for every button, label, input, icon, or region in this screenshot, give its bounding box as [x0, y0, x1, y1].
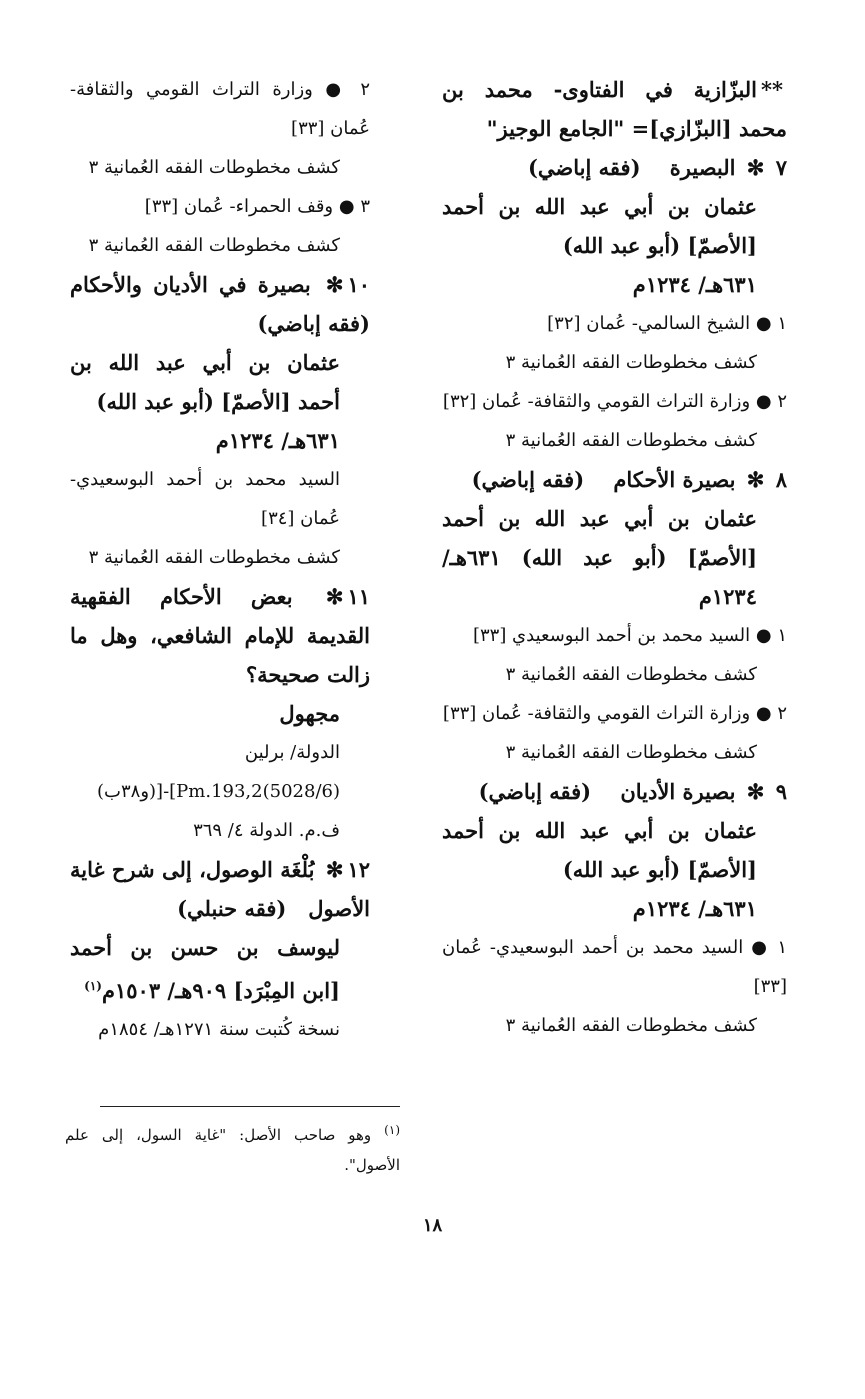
- copy-reference: كشف مخطوطات الفقه العُمانية ٣: [88, 157, 340, 178]
- footnote-marker: (١): [84, 979, 102, 993]
- entry-subject: (فقه حنبلي): [177, 896, 287, 921]
- copy-reference: ف.م. الدولة ٤/ ٣٦٩: [193, 820, 340, 841]
- double-asterisk-mark: **: [761, 77, 783, 102]
- star-icon: ✻: [325, 584, 344, 609]
- star-icon: ✻: [746, 467, 765, 492]
- copy-note: نسخة كُتبت سنة ١٢٧١هـ/ ١٨٥٤م: [98, 1019, 340, 1040]
- bullet-icon: ●: [755, 391, 772, 412]
- entry-number: ١١: [347, 584, 371, 609]
- bullet-icon: ●: [751, 937, 770, 958]
- entry-author: عثمان بن أبي عبد الله بن أحمد [الأصمّ] (أبو عبد الله): [442, 818, 757, 882]
- copy-location: ٢ ● وزارة التراث القومي والثقافة- عُمان [٣٣]: [442, 703, 787, 724]
- left-column: [70, 70, 370, 1049]
- entry-subject: (فقه إباضي): [257, 311, 370, 336]
- entry-title: بعض الأحكام الفقهية القديمة للإمام الشافعي، وهل ما زالت صحيحة؟: [70, 584, 370, 687]
- copy-reference: كشف مخطوطات الفقه العُمانية ٣: [505, 664, 757, 685]
- shelf-mark: (5028/6)Pm.193,2]-[(و٣٨ب): [97, 781, 340, 802]
- copy-location: ١ ● السيد محمد بن أحمد البوسعيدي [٣٣]: [472, 625, 787, 646]
- entry-author: عثمان بن أبي عبد الله بن أحمد [الأصمّ] (أبو عبد الله) ٦٣١هـ/ ١٢٣٤م: [442, 506, 757, 609]
- entry-date: ٦٣١هـ/ ١٢٣٤م: [632, 272, 757, 297]
- entry-title: بصيرة الأديان: [620, 779, 736, 804]
- entry-title: البصيرة: [669, 155, 736, 180]
- entry-number: ٨: [775, 467, 787, 492]
- entry-heading: [70, 850, 370, 928]
- entry-number: ٩: [775, 779, 787, 804]
- copy-location: ٣ ● وقف الحمراء- عُمان [٣٣]: [144, 196, 370, 217]
- entry-author: عثمان بن أبي عبد الله بن أحمد [الأصمّ] (أبو عبد الله): [70, 350, 340, 414]
- entry-number: ١٠: [347, 272, 371, 297]
- entry-heading: [70, 577, 370, 694]
- star-icon: ✻: [746, 779, 765, 804]
- footnote: [65, 1115, 400, 1180]
- entry-title: بصيرة الأحكام: [613, 467, 736, 492]
- bullet-icon: ●: [338, 196, 355, 217]
- bullet-icon: ●: [755, 703, 772, 724]
- copy-reference: كشف مخطوطات الفقه العُمانية ٣: [505, 1015, 757, 1036]
- star-icon: ✻: [325, 272, 344, 297]
- footnote-text: وهو صاحب الأصل: "غاية السول، إلى علم الأصول".: [65, 1126, 400, 1174]
- entry-number: ١٢: [347, 857, 371, 882]
- copy-reference: كشف مخطوطات الفقه العُمانية ٣: [505, 352, 757, 373]
- copy-reference: كشف مخطوطات الفقه العُمانية ٣: [88, 235, 340, 256]
- copy-location: السيد محمد بن أحمد البوسعيدي- عُمان [٣٤]: [70, 469, 340, 529]
- entry-author: مجهول: [279, 701, 340, 726]
- copy-location: ١ ● الشيخ السالمي- عُمان [٣٢]: [547, 313, 787, 334]
- entry-heading: [442, 148, 787, 187]
- bullet-icon: ●: [325, 79, 348, 100]
- bullet-icon: ●: [755, 625, 772, 646]
- entry-title: بصيرة في الأديان والأحكام: [70, 272, 311, 297]
- star-icon: ✻: [746, 155, 765, 180]
- copy-reference: كشف مخطوطات الفقه العُمانية ٣: [505, 430, 757, 451]
- entry-subject: (فقه إباضي): [527, 155, 641, 180]
- copy-location: ١ ● السيد محمد بن أحمد البوسعيدي- عُمان [٣٣]: [442, 937, 787, 997]
- entry-author: ليوسف بن حسن بن أحمد [ابن المِبْرَد] ٩٠٩هـ/ ١٥٠٣م$^{(١)}$: [70, 935, 340, 1003]
- right-column: [442, 70, 787, 1045]
- copy-location: الدولة/ برلين: [244, 742, 340, 763]
- entry-subject: (فقه إباضي): [471, 467, 585, 492]
- entry-date: ٦٣١هـ/ ١٢٣٤م: [215, 428, 340, 453]
- footnote-marker: (١): [384, 1123, 400, 1137]
- footnote-rule: [100, 1106, 400, 1107]
- star-icon: ✻: [325, 857, 344, 882]
- entry-subject: (فقه إباضي): [478, 779, 592, 804]
- entry-author: عثمان بن أبي عبد الله بن أحمد [الأصمّ] (أبو عبد الله): [442, 194, 757, 258]
- entry-title: بُلْغَة الوصول، إلى شرح غاية الأصول: [70, 857, 370, 921]
- copy-location: ٢ ● وزارة التراث القومي والثقافة- عُمان [٣٢]: [442, 391, 787, 412]
- entry-date: ٦٣١هـ/ ١٢٣٤م: [632, 896, 757, 921]
- page-number: ١٨: [422, 1215, 443, 1236]
- copy-reference: كشف مخطوطات الفقه العُمانية ٣: [505, 742, 757, 763]
- copy-location: ٢ ● وزارة التراث القومي والثقافة- عُمان [٣٣]: [70, 79, 370, 139]
- copy-reference: كشف مخطوطات الفقه العُمانية ٣: [88, 547, 340, 568]
- entry-cross-reference: [442, 70, 787, 148]
- entry-heading: [442, 772, 787, 811]
- entry-number: ٧: [775, 155, 787, 180]
- entry-heading: [442, 460, 787, 499]
- entry-title: البزّازية في الفتاوى- محمد بن محمد [البزّازي]= "الجامع الوجيز": [442, 77, 787, 141]
- bullet-icon: ●: [755, 313, 772, 334]
- entry-heading: [70, 265, 370, 343]
